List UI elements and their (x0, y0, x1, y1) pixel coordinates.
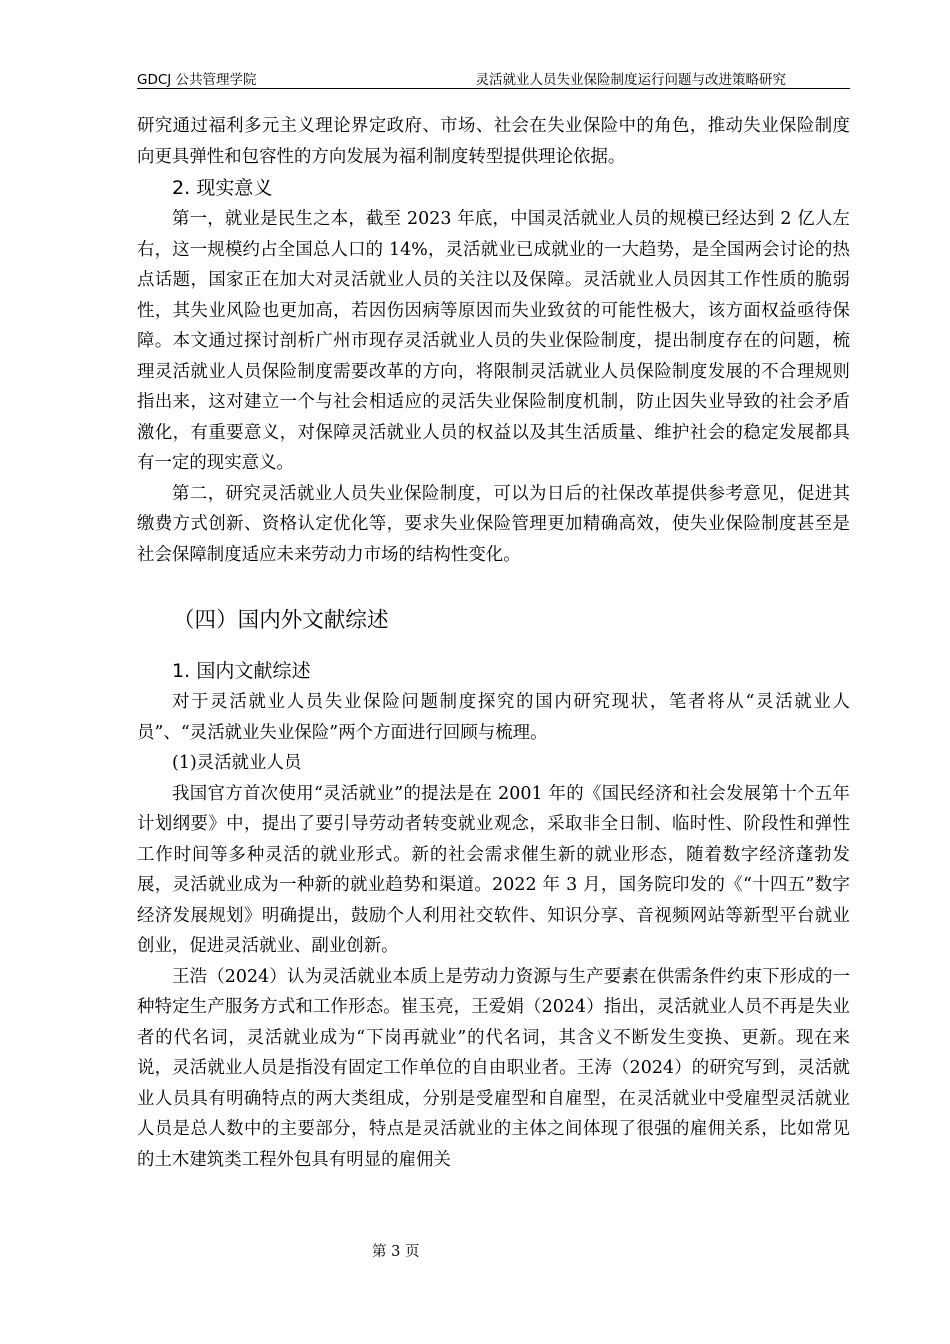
header-school: GDCJ 公共管理学院 (137, 72, 257, 88)
page-content (137, 111, 850, 1175)
page-number: 第 3 页 (372, 1244, 420, 1260)
spacer (137, 639, 850, 655)
paragraph-second: 第二，研究灵活就业人员失业保险制度，可以为日后的社保改革提供参考意见，促进其缴费方式创新、资格认定优化等，要求失业保险管理更加精确高效，使失业保险制度甚至是社会保障制度适应未来劳动力市场的结构性变化。 (137, 483, 850, 565)
subheading-flexible-workers: (1)灵活就业人员 (172, 753, 302, 773)
paragraph-domestic: 对于灵活就业人员失业保险问题制度探究的国内研究现状，笔者将从“灵活就业人员”、“灵活就业失业保险”两个方面进行回顾与梳理。 (137, 692, 850, 743)
spacer (137, 570, 850, 603)
heading-practical-significance: 2. 现实意义 (172, 177, 273, 199)
paragraph-intro: 研究通过福利多元主义理论界定政府、市场、社会在失业保险中的角色，推动失业保险制度向更具弹性和包容性的方向发展为福利制度转型提供理论依据。 (137, 116, 850, 167)
page-header (137, 64, 850, 89)
heading-domestic-review: 1. 国内文献综述 (172, 660, 311, 682)
paragraph-first: 第一，就业是民生之本，截至 2023 年底，中国灵活就业人员的规模已经达到 2 亿人左右，这一规模约占全国总人口的 14%，灵活就业已成就业的一大趋势，是全国两会讨论的热点话题，国家正在加大对灵活就业人员的关注以及保障。灵活就业人员因其工作性质的脆弱性，其失业风险也更加高，若因伤因病等原因而失业致贫的可能性极大，该方面权益亟待保障。本文通过探讨剖析广州市现存灵活就业人员的失业保险制度，提出制度存在的问题，梳理灵活就业人员保险制度需要改革的方向，将限制灵活就业人员保险制度发展的不合理规则指出来，这对建立一个与社会相适应的灵活失业保险制度机制，防止因失业导致的社会矛盾激化，有重要意义，对保障灵活就业人员的权益以及其生活质量、维护社会的稳定发展都具有一定的现实意义。 (137, 209, 850, 473)
heading-literature-review: （四）国内外文献综述 (173, 608, 389, 633)
paragraph-wang: 王浩（2024）认为灵活就业本质上是劳动力资源与生产要素在供需条件约束下形成的一种特定生产服务方式和工作形态。崔玉亮，王爱娟（2024）指出，灵活就业人员不再是失业者的代名词，灵活就业成为“下岗再就业”的代名词，其含义不断发生变换、更新。现在来说，灵活就业人员是指没有固定工作单位的自由职业者。王涛（2024）的研究写到，灵活就业人员具有明确特点的两大类组成，分别是受雇型和自雇型，在灵活就业中受雇型灵活就业人员是总人数中的主要部分，特点是灵活就业的主体之间体现了很强的雇佣关系，比如常见的土木建筑类工程外包具有明显的雇佣关 (137, 966, 850, 1170)
paragraph-official: 我国官方首次使用“灵活就业”的提法是在 2001 年的《国民经济和社会发展第十个五年计划纲要》中，提出了要引导劳动者转变就业观念，采取非全日制、临时性、阶段性和弹性工作时间等多种灵活的就业形式。新的社会需求催生新的就业形态，随着数字经济蓬勃发展，灵活就业成为一种新的就业趋势和渠道。2022 年 3 月，国务院印发的《“十四五”数字经济发展规划》明确提出，鼓励个人利用社交软件、知识分享、音视频网站等新型平台就业创业，促进灵活就业、副业创新。 (137, 783, 850, 956)
header-title: 灵活就业人员失业保险制度运行问题与改进策略研究 (475, 72, 786, 88)
